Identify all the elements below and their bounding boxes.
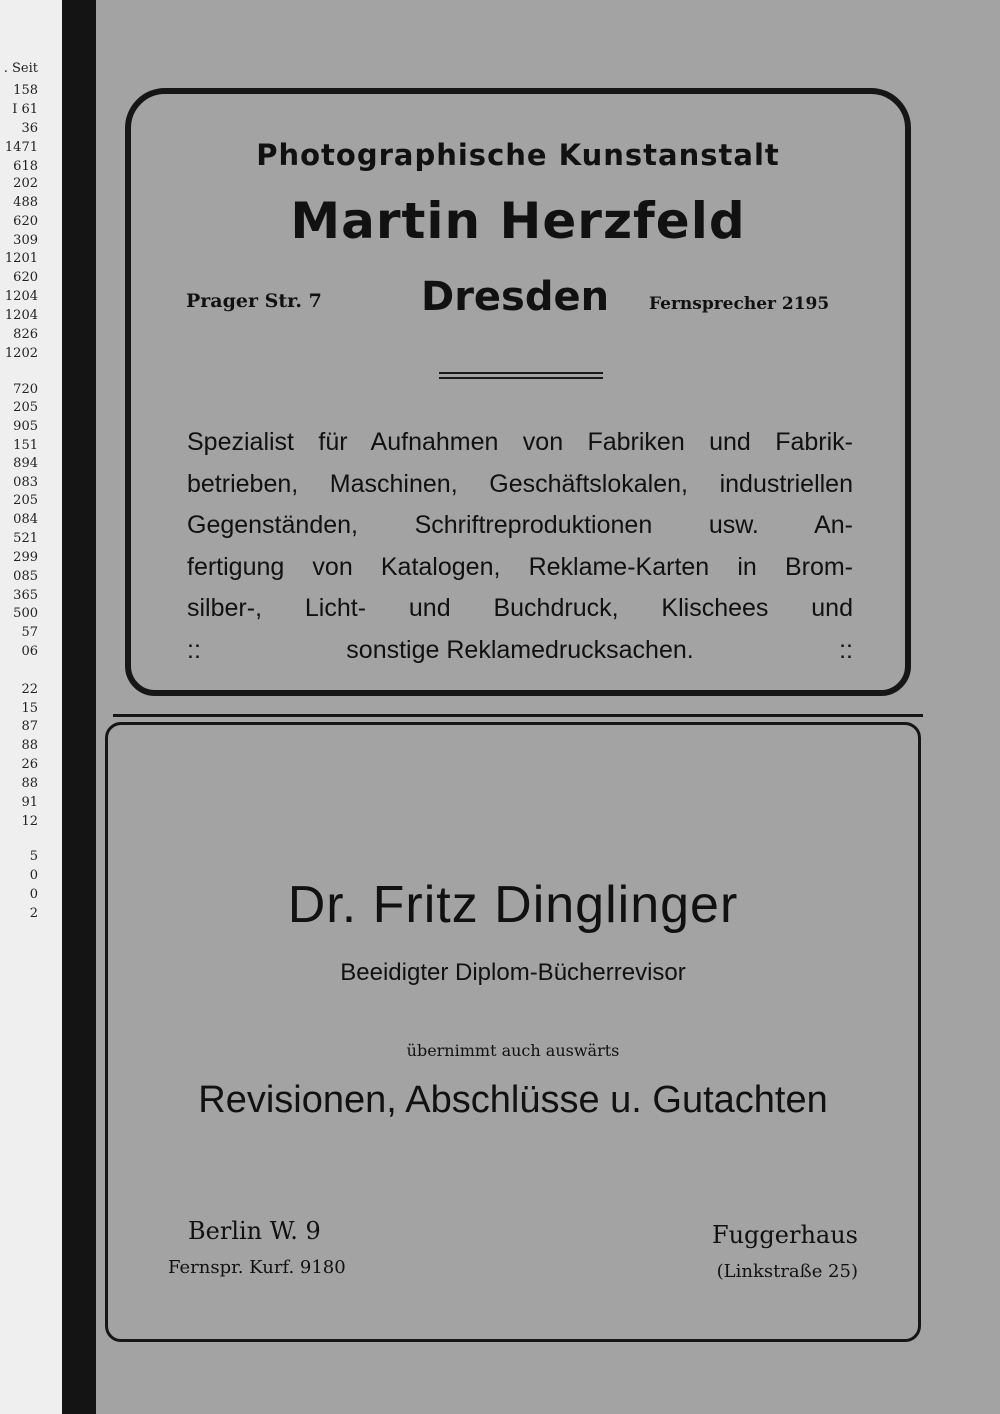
ad-herzfeld-body-last-text: sonstige Reklamedrucksachen. [346, 635, 694, 664]
ad-herzfeld-phone: Fernsprecher 2195 [649, 294, 830, 314]
margin-number: 22 [21, 682, 38, 697]
ad-herzfeld-body-line: Spezialist für Aufnahmen von Fabriken und Fabrik- [187, 428, 853, 456]
ad-herzfeld-address: Prager Str. 7 [186, 290, 322, 312]
margin-number: 91 [21, 795, 38, 810]
ad-dinglinger-services: Revisionen, Abschlüsse u. Gutachten [198, 1079, 828, 1121]
margin-number: 1202 [4, 346, 38, 361]
margin-number: 57 [21, 625, 38, 640]
margin-number: 309 [13, 233, 38, 248]
double-rule-top [439, 372, 603, 374]
margin-number: 084 [13, 512, 38, 527]
margin-number: 151 [13, 438, 38, 453]
margin-number: . Seit [3, 61, 38, 76]
ad-herzfeld-name: Martin Herzfeld [290, 192, 746, 250]
margin-number: 618 [13, 159, 38, 174]
ad-dinglinger-street: (Linkstraße 25) [716, 1261, 858, 1282]
ad-herzfeld-body-line: Gegenständen, Schriftreproduktionen usw. An- [187, 511, 853, 539]
margin-number: 0 [29, 887, 38, 902]
ad-dinglinger-name: Dr. Fritz Dinglinger [287, 876, 739, 934]
margin-number: 205 [13, 493, 38, 508]
double-rule-bottom [439, 377, 603, 379]
margin-number: 12 [21, 814, 38, 829]
margin-number: 158 [13, 83, 38, 98]
ad-dinglinger-also: übernimmt auch auswärts [406, 1041, 620, 1060]
margin-number: 620 [13, 214, 38, 229]
ad-herzfeld-body-last-line [187, 630, 853, 672]
ad-dinglinger-building: Fuggerhaus [711, 1221, 858, 1249]
margin-number: 365 [13, 588, 38, 603]
ad-dinglinger-city: Berlin W. 9 [188, 1217, 321, 1245]
margin-number: 905 [13, 419, 38, 434]
margin-number: 521 [13, 531, 38, 546]
margin-number: 1204 [4, 308, 38, 323]
margin-number: 0 [29, 868, 38, 883]
ad-dinglinger-title: Beeidigter Diplom-Bücherrevisor [340, 959, 686, 986]
margin-number: 88 [21, 776, 38, 791]
ad-herzfeld-body-line: fertigung von Katalogen, Reklame-Karten in Brom- [187, 552, 853, 581]
ad-dinglinger [105, 722, 921, 1342]
margin-number: 620 [13, 270, 38, 285]
margin-number: 15 [21, 701, 38, 716]
ornament-right: :: [839, 635, 853, 664]
margin-number: 88 [21, 738, 38, 753]
margin-number: 1201 [4, 251, 38, 266]
margin-number: 202 [13, 176, 38, 191]
margin-number: 720 [13, 382, 38, 397]
ad-divider [113, 714, 923, 717]
margin-number: 205 [13, 400, 38, 415]
margin-number: 36 [21, 121, 38, 136]
margin-number: 2 [29, 906, 38, 921]
margin-number: 26 [21, 757, 38, 772]
margin-number: 085 [13, 569, 38, 584]
margin-number: 1471 [4, 140, 38, 155]
ad-herzfeld-body-line: silber-, Licht- und Buchdruck, Klischees und [187, 594, 853, 622]
margin-number: 299 [13, 550, 38, 565]
margin-number: 083 [13, 475, 38, 490]
page-gutter [62, 0, 96, 1414]
margin-number: 5 [29, 849, 38, 864]
ad-herzfeld [125, 88, 911, 696]
margin-number: 894 [13, 456, 38, 471]
margin-number: I 61 [12, 102, 38, 117]
margin-number: 826 [13, 327, 38, 342]
margin-number: 87 [21, 719, 38, 734]
ad-herzfeld-city: Dresden [421, 274, 610, 320]
ornament-left: :: [187, 635, 201, 664]
margin-number: 06 [21, 644, 38, 659]
ad-herzfeld-tagline: Photographische Kunstanstalt [256, 138, 780, 172]
margin-number: 1204 [4, 289, 38, 304]
ad-herzfeld-body-line: betrieben, Maschinen, Geschäftslokalen, industriellen [187, 469, 853, 498]
margin-number: 488 [13, 195, 38, 210]
ad-dinglinger-phone: Fernspr. Kurf. 9180 [168, 1257, 346, 1278]
margin-number: 500 [13, 606, 38, 621]
ad-herzfeld-body [187, 422, 853, 671]
previous-page-strip [0, 0, 62, 1414]
